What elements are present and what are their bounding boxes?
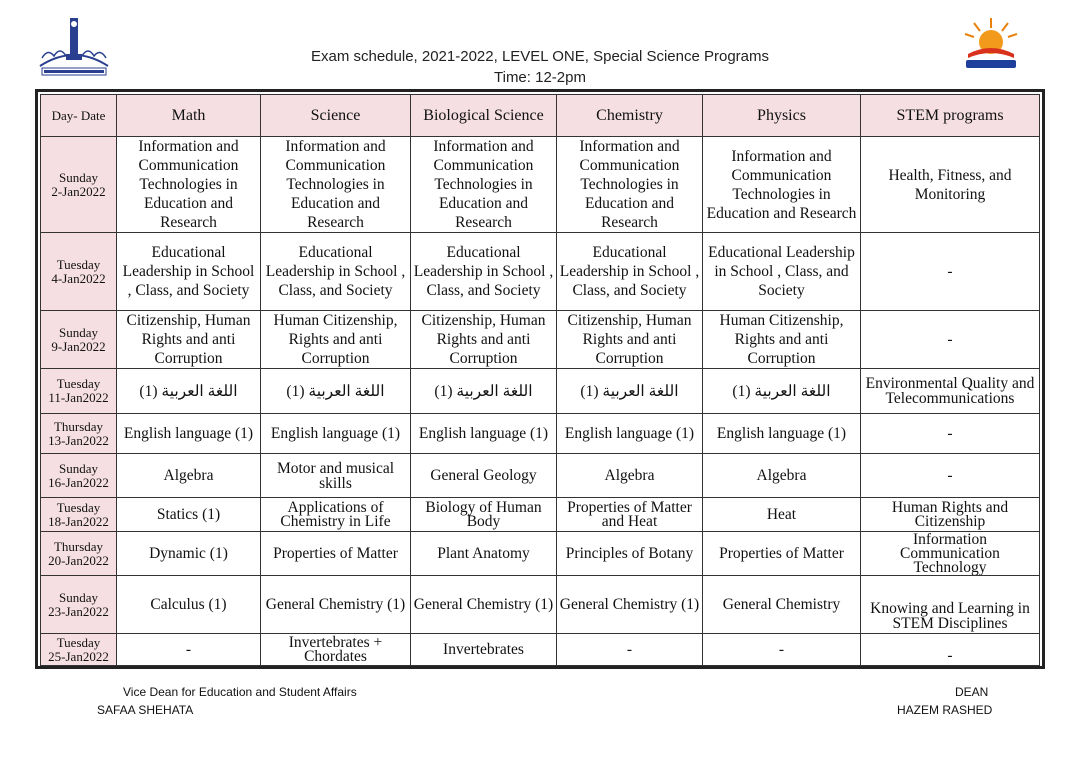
biological-science-cell: General Geology: [411, 454, 557, 498]
chemistry-cell: اللغة العربية (1): [557, 369, 703, 414]
page-title: Exam schedule, 2021-2022, LEVEL ONE, Special Science Programs: [310, 48, 770, 65]
table-row: [41, 369, 1040, 414]
day-date-cell: Tuesday 11-Jan2022: [41, 369, 117, 414]
science-cell: Motor and musical skills: [261, 454, 411, 498]
ain-shams-university-logo: [36, 14, 112, 78]
physics-cell: Algebra: [703, 454, 861, 498]
science-cell: Invertebrates + Chordates: [261, 634, 411, 666]
biological-science-cell: اللغة العربية (1): [411, 369, 557, 414]
table-row: [41, 414, 1040, 454]
biological-science-cell: Plant Anatomy: [411, 532, 557, 576]
table-row: [41, 137, 1040, 233]
biological-science-cell: Citizenship, Human Rights and anti Corruption: [411, 311, 557, 369]
biological-science-cell: English language (1): [411, 414, 557, 454]
science-cell: Human Citizenship, Rights and anti Corruption: [261, 311, 411, 369]
header-science: Science: [261, 95, 411, 137]
math-cell: Calculus (1): [117, 576, 261, 634]
math-cell: Information and Communication Technologies in Education and Research: [117, 137, 261, 233]
header-physics: Physics: [703, 95, 861, 137]
chemistry-cell: General Chemistry (1): [557, 576, 703, 634]
chemistry-cell: Citizenship, Human Rights and anti Corruption: [557, 311, 703, 369]
physics-cell: Human Citizenship, Rights and anti Corruption: [703, 311, 861, 369]
math-cell: Dynamic (1): [117, 532, 261, 576]
math-cell: -: [117, 634, 261, 666]
day-date-cell: Tuesday 4-Jan2022: [41, 233, 117, 311]
science-cell: Properties of Matter: [261, 532, 411, 576]
header-biological-science: Biological Science: [411, 95, 557, 137]
stem-cell: Knowing and Learning in STEM Disciplines: [861, 576, 1040, 634]
science-cell: Information and Communication Technologies in Education and Research: [261, 137, 411, 233]
math-cell: Algebra: [117, 454, 261, 498]
chemistry-cell: Information and Communication Technologies in Education and Research: [557, 137, 703, 233]
physics-cell: Properties of Matter: [703, 532, 861, 576]
table-row: [41, 634, 1040, 666]
science-cell: General Chemistry (1): [261, 576, 411, 634]
stem-cell: -: [861, 634, 1040, 666]
day-date-cell: Tuesday 18-Jan2022: [41, 498, 117, 532]
chemistry-cell: Principles of Botany: [557, 532, 703, 576]
table-row: [41, 498, 1040, 532]
chemistry-cell: -: [557, 634, 703, 666]
biological-science-cell: Biology of Human Body: [411, 498, 557, 532]
header-day-date: Day- Date: [41, 95, 117, 137]
header-chemistry: Chemistry: [557, 95, 703, 137]
physics-cell: اللغة العربية (1): [703, 369, 861, 414]
chemistry-cell: Educational Leadership in School , Class, and Society: [557, 233, 703, 311]
exam-schedule-table: [40, 94, 1040, 666]
stem-cell: -: [861, 311, 1040, 369]
science-cell: اللغة العربية (1): [261, 369, 411, 414]
stem-cell: Health, Fitness, and Monitoring: [861, 137, 1040, 233]
physics-cell: Heat: [703, 498, 861, 532]
physics-cell: Information and Communication Technologies in Education and Research: [703, 137, 861, 233]
stem-cell: -: [861, 454, 1040, 498]
biological-science-cell: Invertebrates: [411, 634, 557, 666]
day-date-cell: Thursday 13-Jan2022: [41, 414, 117, 454]
biological-science-cell: General Chemistry (1): [411, 576, 557, 634]
chemistry-cell: English language (1): [557, 414, 703, 454]
math-cell: Statics (1): [117, 498, 261, 532]
physics-cell: Educational Leadership in School , Class, and Society: [703, 233, 861, 311]
table-header-row: [41, 95, 1040, 137]
math-cell: Citizenship, Human Rights and anti Corruption: [117, 311, 261, 369]
table-row: [41, 233, 1040, 311]
table-row: [41, 576, 1040, 634]
vice-dean-title: Vice Dean for Education and Student Affairs: [123, 685, 357, 699]
stem-cell: -: [861, 414, 1040, 454]
vice-dean-name: SAFAA SHEHATA: [97, 703, 194, 717]
math-cell: English language (1): [117, 414, 261, 454]
physics-cell: English language (1): [703, 414, 861, 454]
stem-cell: Information Communication Technology: [861, 532, 1040, 576]
physics-cell: -: [703, 634, 861, 666]
day-date-cell: Tuesday 25-Jan2022: [41, 634, 117, 666]
faculty-logo: [960, 14, 1022, 70]
day-date-cell: Sunday 2-Jan2022: [41, 137, 117, 233]
science-cell: Educational Leadership in School , Class, and Society: [261, 233, 411, 311]
day-date-cell: Sunday 23-Jan2022: [41, 576, 117, 634]
dean-title: DEAN: [955, 685, 989, 699]
chemistry-cell: Properties of Matter and Heat: [557, 498, 703, 532]
exam-schedule-title-block: [240, 46, 840, 88]
science-cell: Applications of Chemistry in Life: [261, 498, 411, 532]
math-cell: Educational Leadership in School , Class, and Society: [117, 233, 261, 311]
stem-cell: -: [861, 233, 1040, 311]
chemistry-cell: Algebra: [557, 454, 703, 498]
biological-science-cell: Educational Leadership in School , Class, and Society: [411, 233, 557, 311]
dean-name: HAZEM RASHED: [897, 703, 993, 717]
day-date-cell: Sunday 9-Jan2022: [41, 311, 117, 369]
table-row: [41, 454, 1040, 498]
biological-science-cell: Information and Communication Technologies in Education and Research: [411, 137, 557, 233]
science-cell: English language (1): [261, 414, 411, 454]
day-date-cell: Thursday 20-Jan2022: [41, 532, 117, 576]
day-date-cell: Sunday 16-Jan2022: [41, 454, 117, 498]
schedule-table-frame: [35, 89, 1045, 669]
math-cell: اللغة العربية (1): [117, 369, 261, 414]
stem-cell: Human Rights and Citizenship: [861, 498, 1040, 532]
stem-cell: Environmental Quality and Telecommunications: [861, 369, 1040, 414]
table-row: [41, 311, 1040, 369]
header-math: Math: [117, 95, 261, 137]
exam-time: Time: 12-2pm: [494, 69, 586, 86]
table-row: [41, 532, 1040, 576]
physics-cell: General Chemistry: [703, 576, 861, 634]
header-stem-programs: STEM programs: [861, 95, 1040, 137]
